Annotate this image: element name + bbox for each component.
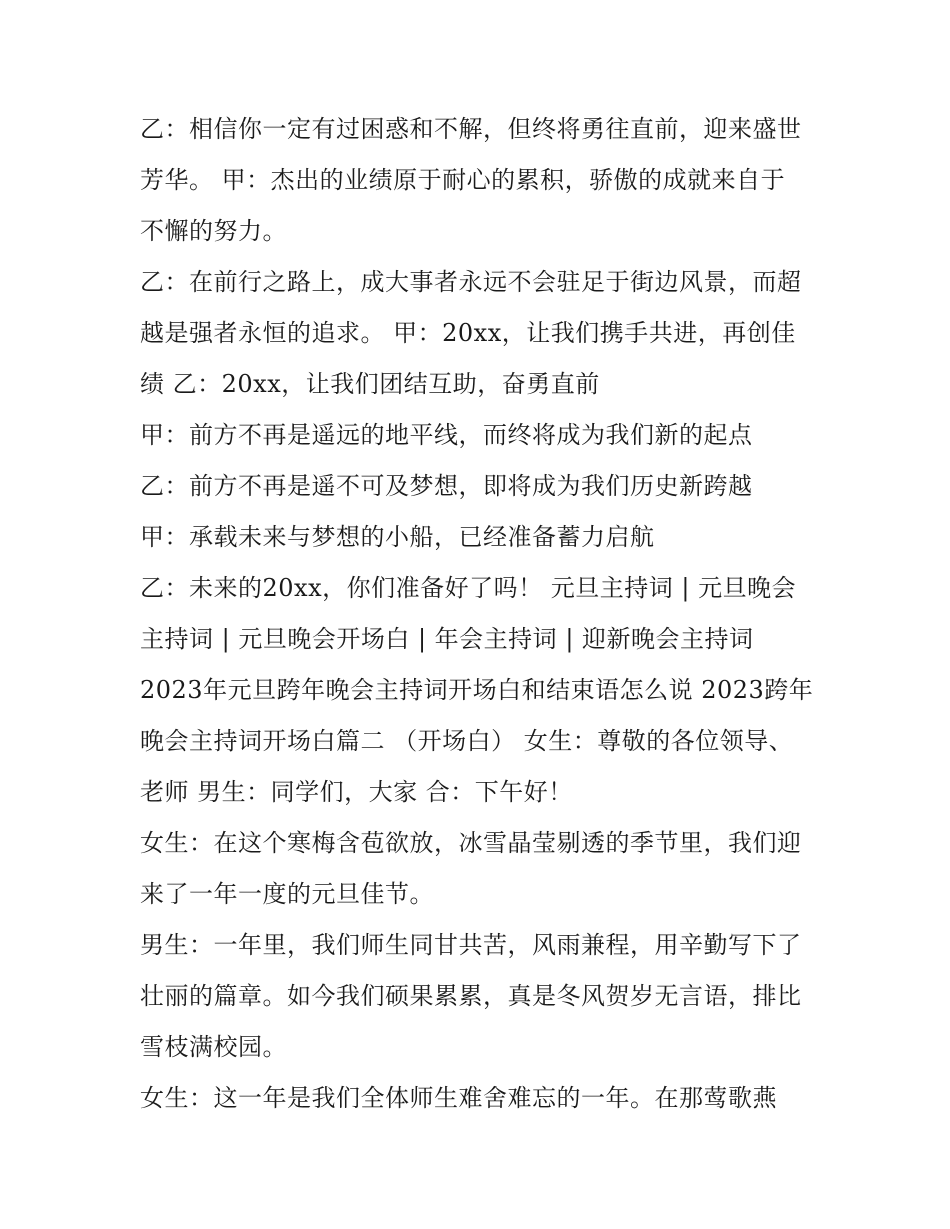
text-line: 芳华。 甲：杰出的业绩原于耐心的累积，骄傲的成就来自于 [140,166,786,194]
text-line: 绩 乙：20xx，让我们团结互助，奋勇直前 [140,370,600,398]
text-line: 越是强者永恒的追求。 甲：20xx，让我们携手共进，再创佳 [140,319,796,347]
text-line: 甲：承载未来与梦想的小船，已经准备蓄力启航 [140,523,655,551]
text-line: 壮丽的篇章。如今我们硕果累累，真是冬风贺岁无言语，排比 [140,982,802,1010]
text-line: 乙：相信你一定有过困惑和不解，但终将勇往直前，迎来盛世 [140,115,802,143]
text-line: 晚会主持词开场白篇二 （开场白） 女生：尊敬的各位领导、 [140,727,794,755]
text-line: 女生：在这个寒梅含苞欲放，冰雪晶莹剔透的季节里，我们迎 [140,829,802,857]
text-line: 主持词 | 元旦晚会开场白 | 年会主持词 | 迎新晚会主持词 [140,625,754,653]
text-line: 雪枝满校园。 [140,1033,287,1061]
text-line: 甲：前方不再是遥远的地平线，而终将成为我们新的起点 [140,421,753,449]
text-line: 女生：这一年是我们全体师生难舍难忘的一年。在那莺歌燕 [140,1084,777,1112]
text-line: 乙：未来的20xx，你们准备好了吗！ 元旦主持词 | 元旦晚会 [140,574,797,602]
text-line: 老师 男生：同学们，大家 合：下午好！ [140,778,573,806]
text-line: 男生：一年里，我们师生同甘共苦，风雨兼程，用辛勤写下了 [140,931,802,959]
text-line: 乙：在前行之路上，成大事者永远不会驻足于街边风景，而超 [140,268,802,296]
text-line: 来了一年一度的元旦佳节。 [140,880,434,908]
document-page [140,104,830,1124]
text-line: 乙：前方不再是遥不可及梦想，即将成为我们历史新跨越 [140,472,753,500]
text-line: 不懈的努力。 [140,217,287,245]
text-line: 2023年元旦跨年晚会主持词开场白和结束语怎么说 2023跨年 [140,676,814,704]
